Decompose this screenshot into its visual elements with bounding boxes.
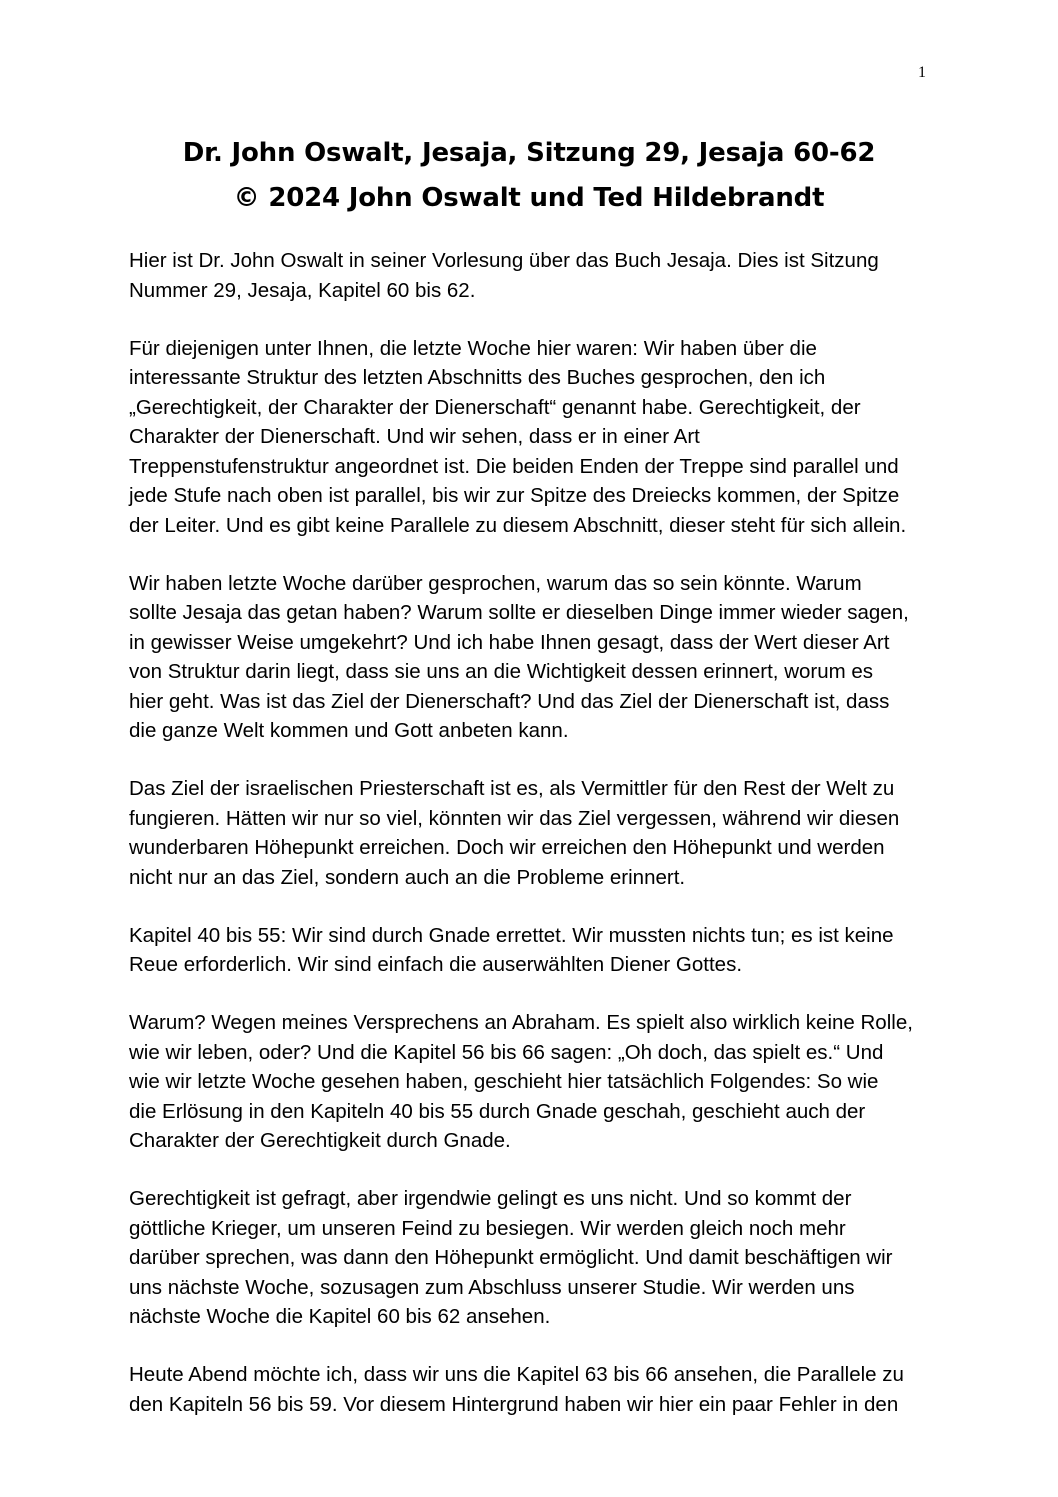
- paragraph-line: wie wir letzte Woche gesehen haben, geschieht hier tatsächlich Folgendes: So wie: [129, 1070, 879, 1093]
- paragraph-line: Gerechtigkeit ist gefragt, aber irgendwie gelingt es uns nicht. Und so kommt der: [129, 1187, 852, 1210]
- paragraph-line: jede Stufe nach oben ist parallel, bis wir zur Spitze des Dreiecks kommen, der Spitze: [129, 484, 900, 507]
- paragraph-line: Charakter der Dienerschaft. Und wir sehen, dass er in einer Art: [129, 425, 700, 448]
- paragraph-line: uns nächste Woche, sozusagen zum Abschluss unserer Studie. Wir werden uns: [129, 1275, 855, 1299]
- title-line-1: Dr. John Oswalt, Jesaja, Sitzung 29, Jesaja 60-62: [182, 138, 876, 168]
- paragraph-line: fungieren. Hätten wir nur so viel, könnten wir das Ziel vergessen, während wir diesen: [129, 806, 900, 830]
- document-body: [129, 246, 941, 1448]
- paragraph-line: wie wir leben, oder? Und die Kapitel 56 bis 66 sagen: „Oh doch, das spielt es.“ Und: [129, 1040, 884, 1064]
- body-paragraph: [129, 1008, 941, 1156]
- paragraph-line: göttliche Krieger, um unseren Feind zu besiegen. Wir werden gleich noch mehr: [129, 1216, 846, 1240]
- paragraph-line: Charakter der Gerechtigkeit durch Gnade.: [129, 1129, 511, 1152]
- paragraph-line: interessante Struktur des letzten Abschnitts des Buches gesprochen, den ich: [129, 366, 826, 389]
- paragraph-line: Für diejenigen unter Ihnen, die letzte Woche hier waren: Wir haben über die: [129, 336, 817, 360]
- paragraph-line: Reue erforderlich. Wir sind einfach die auserwählten Diener Gottes.: [129, 953, 743, 976]
- body-paragraph: [129, 334, 941, 541]
- paragraph-line: von Struktur darin liegt, dass sie uns an die Wichtigkeit dessen erinnert, worum es: [129, 660, 874, 683]
- document-title: [0, 131, 1058, 221]
- paragraph-line: „Gerechtigkeit, der Charakter der Dienerschaft“ genannt habe. Gerechtigkeit, der: [129, 395, 861, 419]
- paragraph-line: Nummer 29, Jesaja, Kapitel 60 bis 62.: [129, 278, 476, 302]
- body-paragraph: [129, 1184, 941, 1332]
- page-number: 1: [918, 64, 926, 81]
- paragraph-line: Kapitel 40 bis 55: Wir sind durch Gnade errettet. Wir mussten nichts tun; es ist keine: [129, 923, 894, 947]
- paragraph-line: hier geht. Was ist das Ziel der Dienerschaft? Und das Ziel der Dienerschaft ist, dass: [129, 689, 890, 713]
- body-paragraph: [129, 921, 941, 980]
- paragraph-line: Heute Abend möchte ich, dass wir uns die Kapitel 63 bis 66 ansehen, die Parallele zu: [129, 1363, 904, 1386]
- paragraph-line: die Erlösung in den Kapiteln 40 bis 55 durch Gnade geschah, geschieht auch der: [129, 1099, 866, 1123]
- paragraph-line: Wir haben letzte Woche darüber gesprochen, warum das so sein könnte. Warum: [129, 571, 862, 595]
- paragraph-line: in gewisser Weise umgekehrt? Und ich habe Ihnen gesagt, dass der Wert dieser Art: [129, 630, 890, 654]
- paragraph-line: nicht nur an das Ziel, sondern auch an die Probleme erinnert.: [129, 865, 686, 889]
- paragraph-line: der Leiter. Und es gibt keine Parallele zu diesem Abschnitt, dieser steht für sich allein.: [129, 513, 907, 537]
- paragraph-line: die ganze Welt kommen und Gott anbeten kann.: [129, 719, 569, 742]
- paragraph-line: Hier ist Dr. John Oswalt in seiner Vorlesung über das Buch Jesaja. Dies ist Sitzung: [129, 249, 879, 272]
- paragraph-line: Das Ziel der israelischen Priesterschaft ist es, als Vermittler für den Rest der Welt zu: [129, 777, 895, 800]
- paragraph-line: wunderbaren Höhepunkt erreichen. Doch wir erreichen den Höhepunkt und werden: [129, 836, 885, 859]
- paragraph-line: den Kapiteln 56 bis 59. Vor diesem Hintergrund haben wir hier ein paar Fehler in den: [129, 1392, 899, 1416]
- body-paragraph: [129, 774, 941, 892]
- paragraph-line: Warum? Wegen meines Versprechens an Abraham. Es spielt also wirklich keine Rolle,: [129, 1011, 913, 1034]
- paragraph-line: Treppenstufenstruktur angeordnet ist. Die beiden Enden der Treppe sind parallel und: [129, 454, 899, 478]
- paragraph-line: nächste Woche die Kapitel 60 bis 62 ansehen.: [129, 1305, 551, 1328]
- body-paragraph: [129, 569, 941, 746]
- paragraph-line: darüber sprechen, was dann den Höhepunkt ermöglicht. Und damit beschäftigen wir: [129, 1246, 893, 1269]
- paragraph-line: sollte Jesaja das getan haben? Warum sollte er dieselben Dinge immer wieder sagen,: [129, 601, 909, 624]
- title-line-2: © 2024 John Oswalt und Ted Hildebrandt: [233, 183, 825, 213]
- body-paragraph: [129, 246, 941, 305]
- body-paragraph: [129, 1360, 941, 1419]
